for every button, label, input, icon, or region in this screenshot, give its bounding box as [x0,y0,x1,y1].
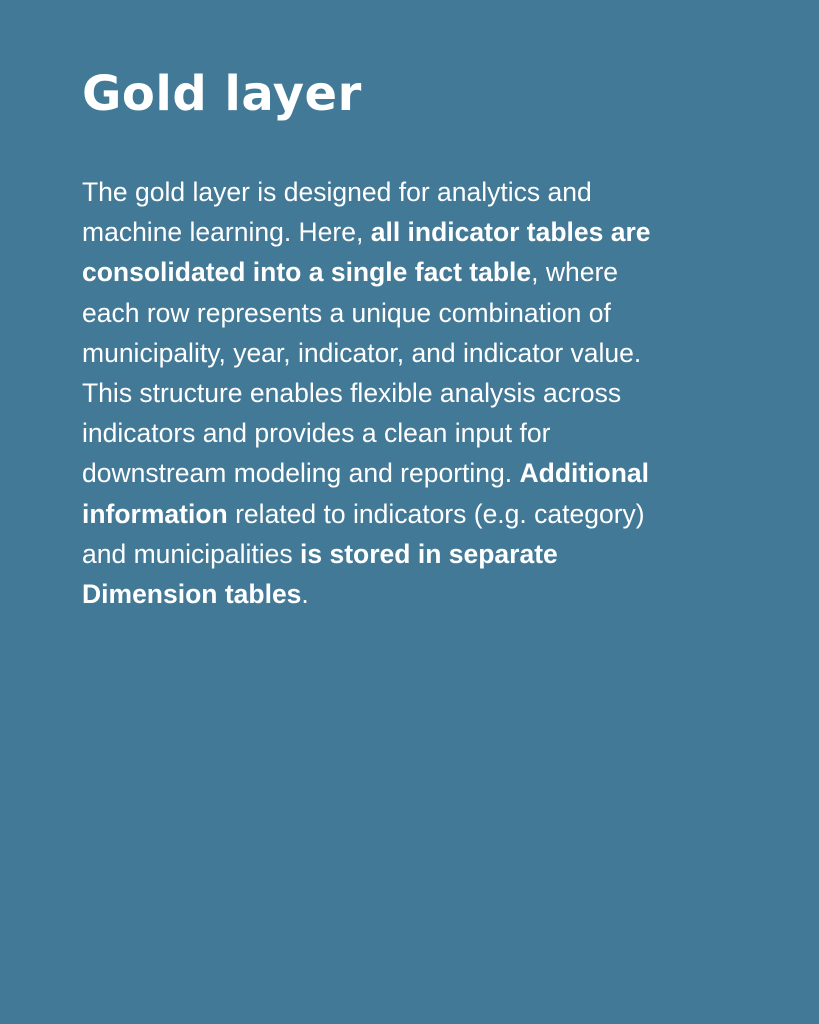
text-run: indicators and provides a clean input for [82,418,551,449]
text-run: and municipalities [82,538,301,569]
text-line [82,534,762,574]
bold-text-run: all indicator tables are [370,217,651,248]
text-run: related to indicators (e.g. category) [227,498,645,529]
text-line [82,252,762,292]
text-run: The gold layer is designed for analytics and [82,177,592,207]
text-line [82,413,762,453]
bold-text-run: consolidated into a single fact table [82,257,532,288]
text-line [82,373,762,413]
body-paragraph [82,172,762,614]
text-run: , where [531,257,619,288]
bold-text-run: is stored in separate [300,538,558,569]
text-line [82,453,762,493]
text-run: downstream modeling and reporting. [82,458,520,489]
bold-text-run: Dimension tables [82,579,302,610]
text-line [82,293,762,333]
bold-text-run: Additional [519,458,650,489]
text-run: . [301,579,309,610]
text-line [82,333,762,373]
text-line [82,172,762,212]
text-line [82,212,762,252]
bold-text-run: information [82,498,228,529]
page-title: Gold layer [82,66,362,122]
text-line [82,494,762,534]
text-run: municipality, year, indicator, and indicator value. [82,337,642,368]
text-run: machine learning. Here, [82,217,371,248]
text-run: each row represents a unique combination of [82,297,611,328]
text-run: This structure enables flexible analysis across [82,378,622,409]
text-line [82,574,762,614]
